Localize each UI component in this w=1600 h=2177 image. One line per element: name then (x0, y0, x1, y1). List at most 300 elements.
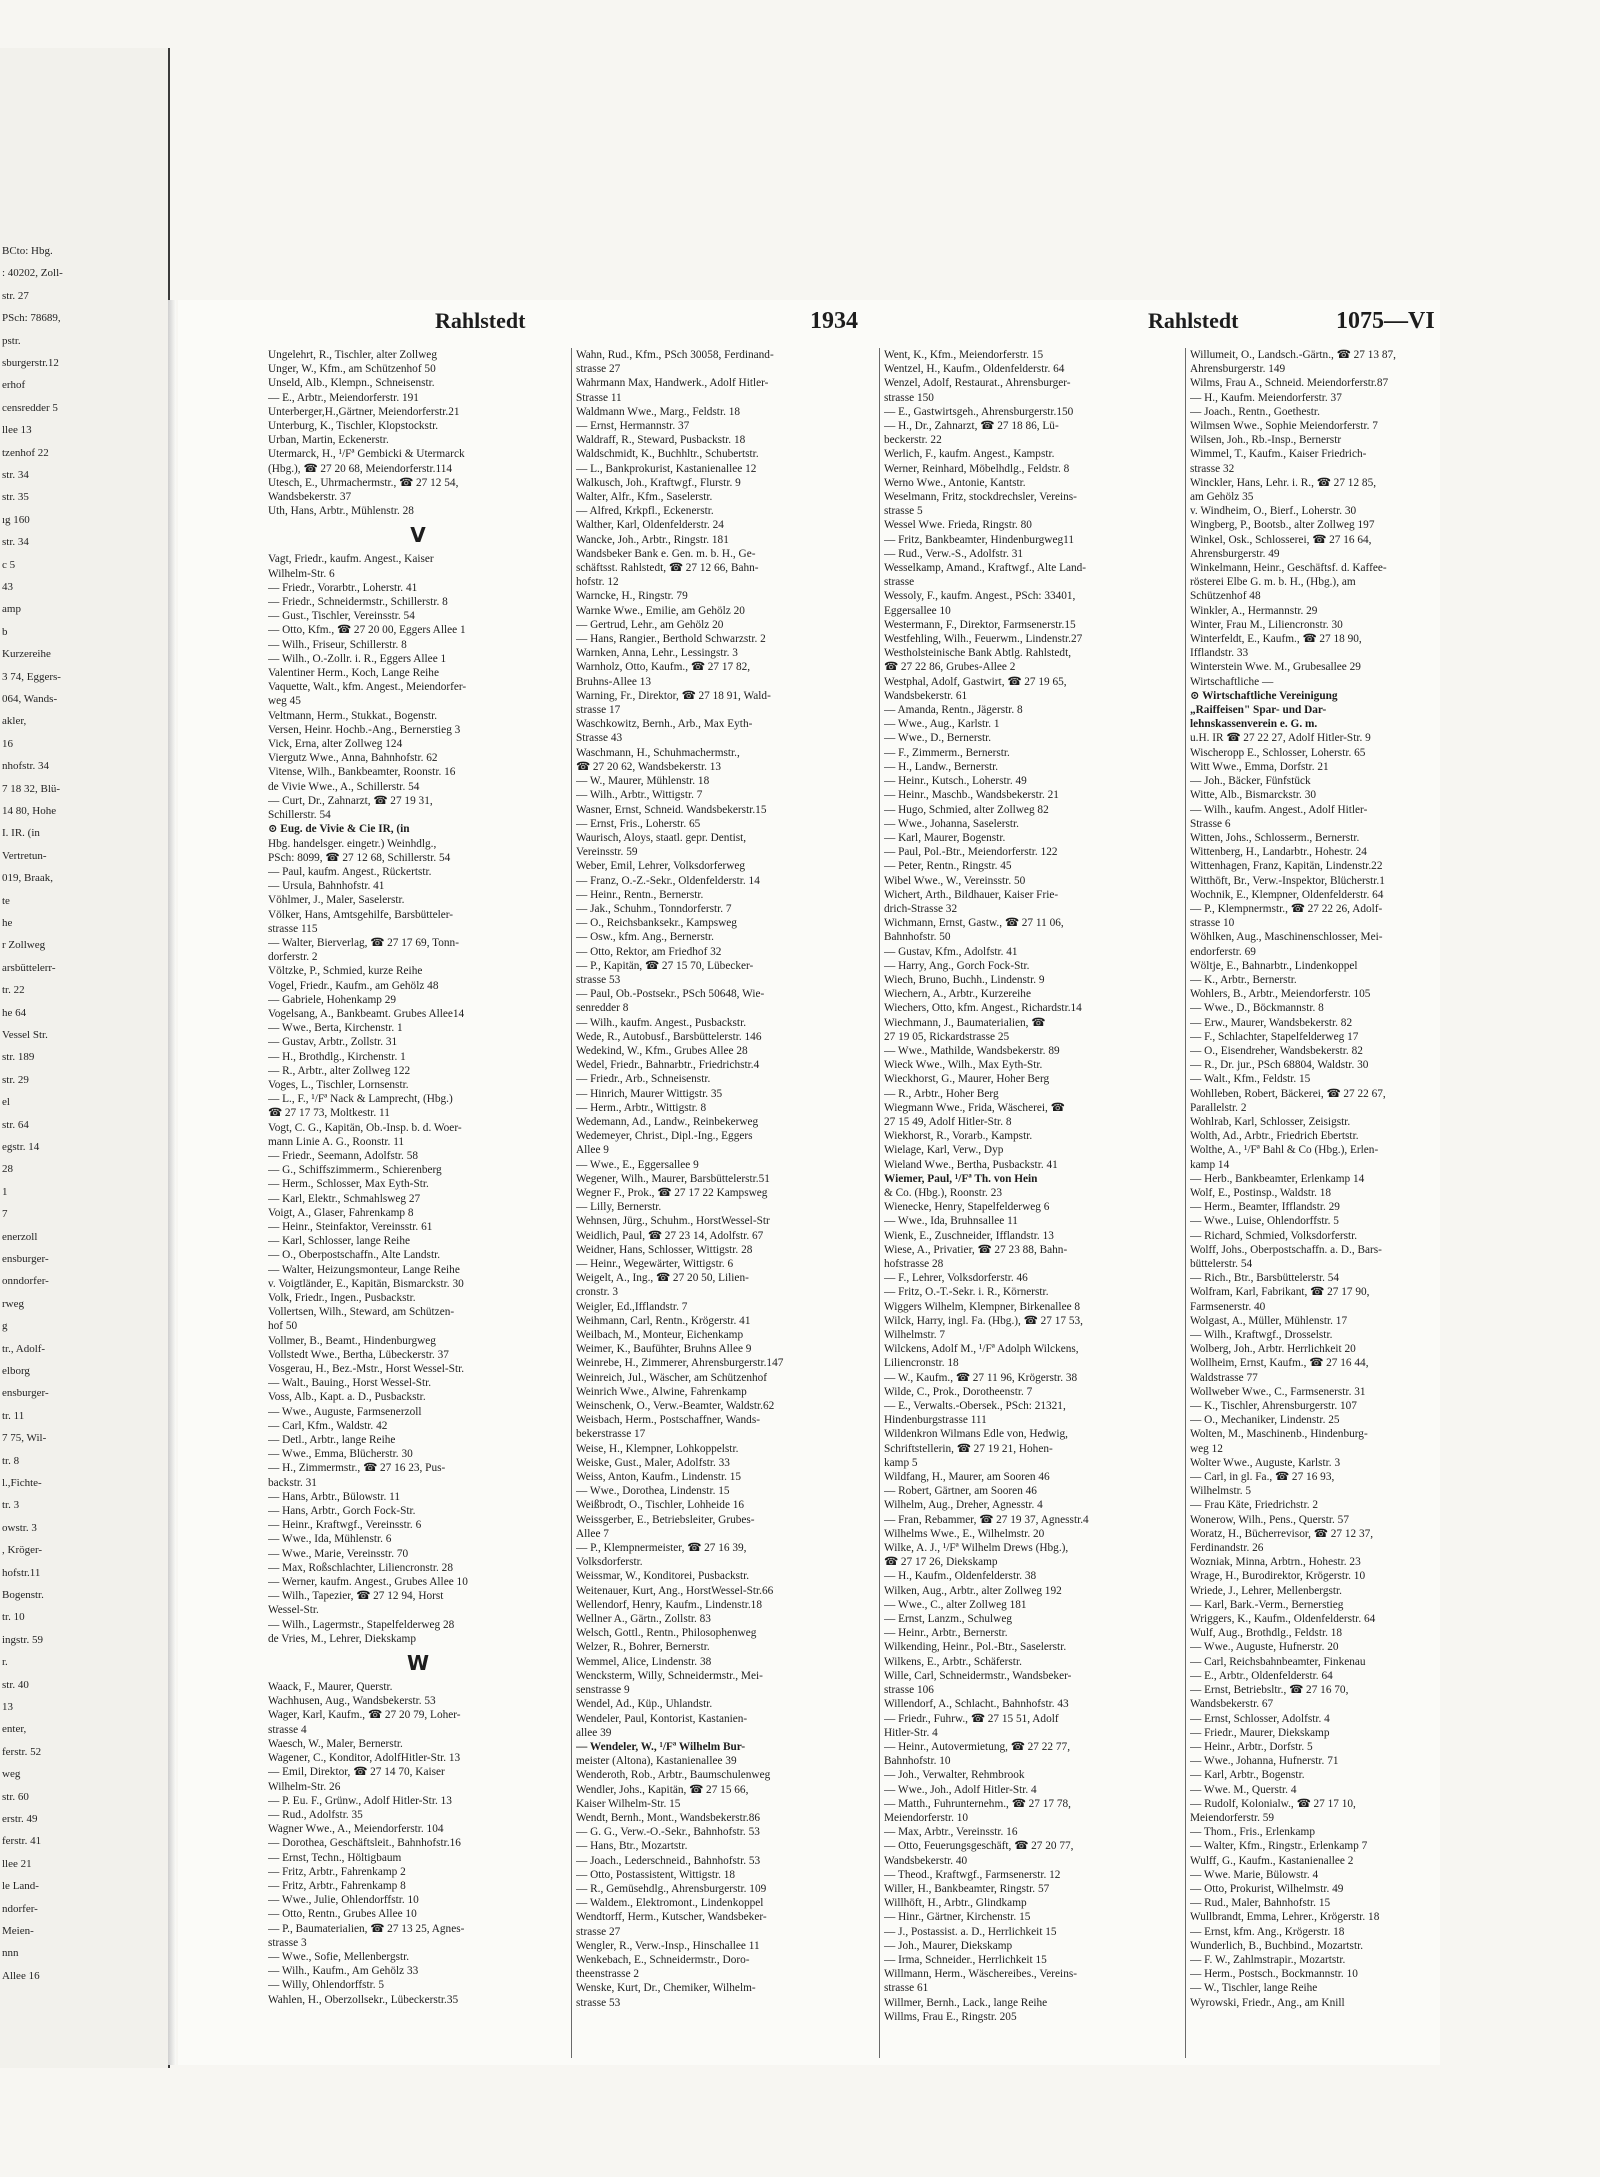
directory-entry: schäftsst. Rahlstedt, ☎ 27 12 66, Bahn- (576, 562, 759, 575)
directory-entry: hof 50 (268, 1320, 298, 1333)
directory-entry: Witthöft, Br., Verw.-Inspektor, Blücherstr.1 (1190, 874, 1385, 887)
directory-entry: — Karl, Elektr., Schmahlsweg 27 (268, 1192, 421, 1205)
directory-entry-highlight: lehnskassenverein e. G. m. (1190, 718, 1318, 731)
directory-entry: Weissmar, W., Konditorei, Pusbackstr. (576, 1570, 750, 1583)
directory-entry: — Joh., Verwalter, Rehmbrook (884, 1769, 1025, 1782)
directory-entry: — Heinr., Arbtr., Bernerstr. (884, 1627, 1008, 1640)
directory-entry: Uth, Hans, Arbtr., Mühlenstr. 28 (268, 505, 414, 518)
directory-entry: dorferstr. 2 (268, 951, 318, 964)
directory-entry: Weissgerber, E., Betriebsleiter, Grubes- (576, 1513, 755, 1526)
directory-entry: — Heinr., Kraftwgf., Vereinsstr. 6 (268, 1519, 422, 1532)
directory-entry: — Wwe., Luise, Ohlendorffstr. 5 (1190, 1215, 1339, 1228)
directory-entry: Werner, Reinhard, Möbelhdlg., Feldstr. 8 (884, 462, 1070, 475)
adjacent-page-fragment: amp (2, 603, 21, 616)
directory-entry: — H., Landw., Bernerstr. (884, 760, 999, 773)
directory-entry: Westphal, Adolf, Gastwirt, ☎ 27 19 65, (884, 675, 1067, 688)
directory-entry: Willms, Frau E., Ringstr. 205 (884, 2010, 1017, 2023)
directory-entry: Waldmann Wwe., Marg., Feldstr. 18 (576, 405, 741, 418)
directory-entry: Schriftstellerin, ☎ 27 19 21, Hohen- (884, 1442, 1053, 1455)
directory-entry: — W., Kaufm., ☎ 27 11 96, Krögerstr. 38 (884, 1371, 1078, 1384)
directory-entry: Wessel-Str. (268, 1604, 319, 1617)
directory-entry: Weigler, Ed.,Ifflandstr. 7 (576, 1300, 688, 1313)
directory-entry: Wilhelm-Str. 26 (268, 1780, 341, 1793)
adjacent-page-fragment: r Zollweg (2, 939, 46, 952)
directory-entry: — Gust., Tischler, Vereinsstr. 54 (268, 610, 415, 623)
directory-entry: Weinreich, Jul., Wäscher, am Schützenhof (576, 1371, 768, 1384)
directory-entry: — Rud., Verw.-S., Adolfstr. 31 (884, 547, 1024, 560)
directory-entry: Hbg. handelsger. eingetr.) Weinhdlg., (268, 837, 437, 850)
directory-entry: Wohlers, B., Arbtr., Meiendorferstr. 105 (1190, 988, 1371, 1001)
directory-entry: — Irma, Schneider., Herrlichkeit 15 (884, 1953, 1047, 1966)
adjacent-page-fragment: enter, (2, 1723, 27, 1736)
directory-entry: Wilhelmstr. 7 (884, 1329, 946, 1342)
directory-entry: — Herm., Schlosser, Max Eyth-Str. (268, 1178, 429, 1191)
directory-entry: — Friedr., Arb., Schneisenstr. (576, 1073, 711, 1086)
directory-entry: Winckler, Hans, Lehr. i. R., ☎ 27 12 85, (1190, 476, 1377, 489)
directory-entry: büttelerstr. 54 (1190, 1258, 1253, 1270)
directory-entry: Bruhns-Allee 13 (576, 675, 651, 688)
directory-entry: — Fritz, Arbtr., Fahrenkamp 2 (268, 1865, 406, 1878)
adjacent-page-fragment: 28 (2, 1163, 13, 1176)
directory-entry: Wolgast, A., Müller, Mühlenstr. 17 (1190, 1314, 1348, 1327)
directory-entry: Volk, Friedr., Ingen., Pusbackstr. (268, 1292, 416, 1304)
directory-entry: — P., Klempnermstr., ☎ 27 22 26, Adolf- (1190, 902, 1383, 915)
directory-entry: Schillerstr. 54 (268, 809, 331, 822)
directory-entry: — Wwe., Johanna, Hufnerstr. 71 (1190, 1755, 1339, 1768)
directory-entry: — Matth., Fuhrunternehm., ☎ 27 17 78, (884, 1797, 1071, 1810)
directory-entry-highlight: — Wendeler, W., ¹/Fª Wilhelm Bur- (576, 1740, 746, 1753)
directory-entry: Wilck, Harry, ingl. Fa. (Hbg.), ☎ 27 17 53, (884, 1314, 1083, 1327)
directory-entry: Wriggers, K., Kaufm., Oldenfelderstr. 64 (1190, 1613, 1376, 1626)
directory-entry: Wildenkron Wilmans Edle von, Hedwig, (884, 1428, 1068, 1441)
directory-entry: Vöhlmer, J., Maler, Saselerstr. (268, 894, 405, 907)
adjacent-page-fragment: censredder 5 (2, 401, 58, 414)
adjacent-page-fragment: I. IR. (in (2, 827, 40, 840)
directory-entry: Wolthe, A., ¹/Fª Bahl & Co (Hbg.), Erlen- (1190, 1144, 1379, 1157)
directory-entry: — Joh., Bäcker, Fünfstück (1190, 775, 1311, 788)
directory-entry: — Heinr., Maschb., Wandsbekerstr. 21 (884, 789, 1059, 802)
directory-entry: — Erw., Maurer, Wandsbekerstr. 82 (1190, 1016, 1353, 1029)
directory-entry: strasse 27 (576, 1925, 621, 1938)
directory-entry: — Wwe., Dorothea, Lindenstr. 15 (576, 1485, 730, 1498)
directory-entry: Willendorf, A., Schlacht., Bahnhofstr. 43 (884, 1698, 1069, 1711)
directory-entry: Wittenhagen, Franz, Kapitän, Lindenstr.22 (1190, 860, 1383, 873)
header-district-left: Rahlstedt (435, 308, 526, 333)
directory-entry: — Otto, Postassistent, Wittigstr. 18 (576, 1868, 736, 1881)
directory-entry: — O., Eisendreher, Wandsbekerstr. 82 (1190, 1044, 1363, 1057)
directory-entry: Vollmer, B., Beamt., Hindenburgweg (268, 1334, 436, 1347)
directory-entry: Wilsen, Joh., Rb.-Insp., Bernerstr (1190, 434, 1342, 447)
directory-entry: — Ernst, kfm. Ang., Krögerstr. 18 (1190, 1925, 1345, 1938)
directory-entry: Wendel, Ad., Küp., Uhlandstr. (576, 1698, 713, 1711)
directory-entry: — F. W., Zahlmstrapir., Mozartstr. (1190, 1953, 1346, 1966)
adjacent-page-fragment: tr., Adolf- (2, 1342, 46, 1355)
directory-entry: Ifflandstr. 33 (1190, 647, 1249, 660)
directory-entry: Woratz, H., Bücherrevisor, ☎ 27 12 37, (1190, 1527, 1374, 1540)
adjacent-page-fragment: tzenhof 22 (2, 446, 49, 459)
adjacent-page-fragment: str. 27 (2, 289, 29, 302)
directory-entry: Waldschmidt, K., Buchhltr., Schubertstr. (576, 448, 759, 461)
adjacent-page-fragment: llee 21 (2, 1857, 32, 1870)
directory-entry: Warnken, Anna, Lehr., Lessingstr. 3 (576, 647, 738, 660)
directory-entry: — Joh., Maurer, Diekskamp (884, 1939, 1013, 1952)
directory-entry: Westfehling, Wilh., Feuerwm., Lindenstr.27 (884, 633, 1083, 646)
directory-entry: — Otto, Prokurist, Wilhelmstr. 49 (1190, 1882, 1344, 1895)
directory-entry: Weilbach, M., Monteur, Eichenkamp (576, 1329, 744, 1342)
directory-entry: Wahlen, H., Oberzollsekr., Lübeckerstr.35 (268, 1993, 459, 2006)
directory-entry: — W., Tischler, lange Reihe (1190, 1982, 1318, 1995)
directory-entry: — Wilh., O.-Zollr. i. R., Eggers Allee 1 (268, 652, 447, 665)
directory-entry: Waesch, W., Maler, Bernerstr. (268, 1737, 403, 1750)
adjacent-page-fragment: str. 34 (2, 536, 29, 549)
directory-entry: Wenzel, Adolf, Restaurat., Ahrensburger- (884, 377, 1071, 390)
directory-entry: Wentzel, H., Kaufm., Oldenfelderstr. 64 (884, 363, 1065, 376)
directory-entry: — Paul, kaufm. Angest., Rückertstr. (268, 865, 432, 878)
directory-entry: Wiechern, A., Arbtr., Kurzereihe (884, 988, 1031, 1001)
directory-entry: — Wwe., Berta, Kirchenstr. 1 (268, 1022, 403, 1035)
directory-entry: — Wwe., Auguste, Farmsenerzoll (268, 1405, 422, 1418)
directory-entry: Wöltje, E., Bahnarbtr., Lindenkoppel (1190, 959, 1358, 972)
directory-entry: — Gustav, Kfm., Adolfstr. 41 (884, 945, 1018, 958)
adjacent-page-fragment: l.,Fichte- (2, 1477, 42, 1489)
adjacent-page-fragment: nhofstr. 34 (2, 760, 50, 773)
directory-entry: — Rud., Adolfstr. 35 (268, 1808, 363, 1821)
directory-entry: — Karl, Bark.-Verm., Bernerstieg (1190, 1598, 1344, 1611)
directory-entry: — Carl, Kfm., Waldstr. 42 (268, 1419, 388, 1432)
directory-entry: Warnke Wwe., Emilie, am Gehölz 20 (576, 604, 745, 617)
directory-entry: — Wwe. Marie, Bülowstr. 4 (1190, 1868, 1319, 1881)
adjacent-page-fragment: rweg (2, 1297, 24, 1310)
directory-entry: Wedekind, W., Kfm., Grubes Allee 28 (576, 1044, 748, 1057)
adjacent-page-fragment: 14 80, Hohe (2, 805, 57, 817)
directory-column-4 (1190, 348, 1435, 2063)
directory-entry: Wencksterm, Willy, Schneidermstr., Mei- (576, 1669, 763, 1682)
directory-entry: — Frau Käte, Friedrichstr. 2 (1190, 1499, 1319, 1512)
directory-entry: Wichmann, Ernst, Gastw., ☎ 27 11 06, (884, 917, 1064, 930)
adjacent-page-fragment: tr. 10 (2, 1611, 25, 1624)
directory-entry: Wolff, Johs., Oberpostschaffn. a. D., Bars- (1190, 1243, 1382, 1256)
directory-entry: — Wwe. M., Querstr. 4 (1190, 1783, 1297, 1796)
directory-entry: — Heinr., Arbtr., Dorfstr. 5 (1190, 1740, 1313, 1753)
directory-entry: Kaiser Wilhelm-Str. 15 (576, 1797, 681, 1810)
directory-entry: Willmer, Bernh., Lack., lange Reihe (884, 1996, 1048, 2009)
directory-entry: Urban, Martin, Eckenerstr. (268, 434, 389, 447)
directory-entry: Wagner Wwe., A., Meiendorferstr. 104 (268, 1823, 444, 1836)
directory-entry: Waack, F., Maurer, Querstr. (268, 1681, 393, 1694)
adjacent-page-fragment: ensburger- (2, 1387, 49, 1400)
directory-entry: strasse 53 (576, 973, 621, 986)
directory-entry: Wiegmann Wwe., Frida, Wäscherei, ☎ (884, 1101, 1065, 1114)
directory-entry: Wilken, Aug., Arbtr., alter Zollweg 192 (884, 1584, 1062, 1597)
directory-entry: Unger, W., Kfm., am Schützenhof 50 (268, 363, 436, 376)
directory-entry: — Herm., Postsch., Bockmannstr. 10 (1190, 1968, 1358, 1981)
adjacent-page-fragment: 1 (2, 1185, 8, 1198)
directory-entry: Wischeropp E., Schlosser, Loherstr. 65 (1190, 746, 1366, 759)
directory-entry: — Rudolf, Kolonialw., ☎ 27 17 10, (1190, 1797, 1356, 1810)
directory-entry: — Hans, Rangier., Berthold Schwarzstr. 2 (576, 633, 766, 646)
directory-entry: — Hans, Arbtr., Gorch Fock-Str. (268, 1505, 416, 1518)
directory-entry: Valentiner Herm., Koch, Lange Reihe (268, 667, 439, 680)
directory-entry: Wachhusen, Aug., Wandsbekerstr. 53 (268, 1695, 436, 1708)
directory-entry: Wienk, E., Zuschneider, Ifflandstr. 13 (884, 1229, 1054, 1242)
directory-entry: Wehnsen, Jürg., Schuhm., HorstWessel-Str (576, 1215, 770, 1228)
adjacent-page-fragment: ndorfer- (2, 1902, 38, 1915)
adjacent-page-fragment: 7 (2, 1208, 8, 1221)
directory-entry: — Walt., Bauing., Horst Wessel-Str. (268, 1377, 432, 1390)
directory-entry: — Wwe., Aug., Karlstr. 1 (884, 718, 1000, 731)
directory-entry: Wemmel, Alice, Lindenstr. 38 (576, 1655, 712, 1668)
directory-entry: Hitler-Str. 4 (884, 1726, 938, 1739)
adjacent-page-fragment: Bogenstr. (2, 1589, 44, 1601)
directory-entry: senstrasse 9 (576, 1684, 630, 1697)
adjacent-page-fragment: le Land- (2, 1880, 39, 1893)
directory-entry: drich-Strasse 32 (884, 902, 958, 915)
directory-entry: Welzer, R., Bohrer, Bernerstr. (576, 1641, 710, 1654)
directory-entry: Wollweber Wwe., C., Farmsenerstr. 31 (1190, 1385, 1366, 1398)
directory-entry: Winter, Frau M., Liliencronstr. 30 (1190, 618, 1343, 631)
directory-entry: Wenske, Kurt, Dr., Chemiker, Wilhelm- (576, 1982, 756, 1995)
adjacent-page-fragment: weg (2, 1768, 21, 1781)
directory-entry: Weise, H., Klempner, Lohkoppelstr. (576, 1442, 739, 1455)
adjacent-page-fragment: tr. 3 (2, 1499, 20, 1512)
directory-entry: Wellendorf, Henry, Kaufm., Lindenstr.18 (576, 1598, 762, 1611)
directory-entry: Wandsbekerstr. 37 (268, 491, 352, 504)
directory-entry: — Friedr., Schneidermstr., Schillerstr. 8 (268, 596, 448, 609)
directory-entry: Wolten, M., Maschinenb., Hindenburg- (1190, 1428, 1368, 1441)
adjacent-page-fragment: ıg 160 (2, 513, 30, 526)
directory-entry: — Gertrud, Lehr., am Gehölz 20 (576, 618, 724, 631)
directory-entry: — Max, Roßschlachter, Liliencronstr. 28 (268, 1561, 453, 1574)
directory-entry: Willhöft, H., Arbtr., Glindkamp (884, 1897, 1027, 1910)
directory-entry: Wager, Karl, Kaufm., ☎ 27 20 79, Loher- (268, 1709, 461, 1722)
directory-entry: Wielage, Karl, Verw., Dyp (884, 1144, 1004, 1157)
directory-entry: Walther, Karl, Oldenfelderstr. 24 (576, 519, 724, 532)
directory-entry: Wilhelm-Str. 6 (268, 567, 335, 580)
directory-entry: ☎ 27 20 62, Wandsbekerstr. 13 (576, 760, 722, 773)
directory-entry: — W., Maurer, Mühlenstr. 18 (576, 775, 710, 788)
adjacent-page-fragment: g (2, 1320, 8, 1333)
adjacent-page-fragment: 064, Wands- (2, 693, 58, 705)
adjacent-page-fragment: c 5 (2, 558, 16, 571)
directory-entry: — L., Bankprokurist, Kastanienallee 12 (576, 462, 757, 475)
directory-entry: Winkler, A., Hermannstr. 29 (1190, 604, 1318, 617)
directory-entry: Wolth, Ad., Arbtr., Friedrich Ebertstr. (1190, 1130, 1359, 1143)
directory-entry: Wegener, Wilh., Maurer, Barsbüttelerstr.51 (576, 1172, 770, 1185)
directory-entry: Winkel, Osk., Schlosserei, ☎ 27 16 64, (1190, 533, 1372, 546)
adjacent-page-fragment: el (2, 1096, 10, 1109)
directory-entry: — Lilly, Bernerstr. (576, 1201, 662, 1214)
directory-entry: Liliencronstr. 18 (884, 1357, 959, 1370)
directory-entry: Weimer, K., Baufühter, Bruhns Allee 9 (576, 1343, 752, 1356)
directory-entry: Unterburg, K., Tischler, Klopstockstr. (268, 420, 439, 433)
directory-entry: Meiendorferstr. 10 (884, 1811, 969, 1824)
directory-entry: — K., Arbtr., Bernerstr. (1190, 973, 1297, 986)
directory-entry: Viergutz Wwe., Anna, Bahnhofstr. 62 (268, 752, 438, 765)
directory-entry: Wiechmann, J., Baumaterialien, ☎ (884, 1016, 1046, 1029)
directory-entry: — Friedr., Fuhrw., ☎ 27 15 51, Adolf (884, 1712, 1059, 1725)
directory-entry: — Wilh., kaufm. Angest., Pusbackstr. (576, 1016, 747, 1029)
directory-entry: strasse 27 (576, 363, 621, 376)
directory-entry: Wenkebach, E., Schneidermstr., Doro- (576, 1953, 750, 1966)
directory-entry-highlight: Wiemer, Paul, ¹/Fª Th. von Hein (884, 1172, 1038, 1185)
directory-entry: — Paul, Ob.-Postsekr., PSch 50648, Wie- (576, 988, 765, 1001)
directory-entry: Wollheim, Ernst, Kaufm., ☎ 27 16 44, (1190, 1357, 1369, 1370)
directory-entry: Bahnhofstr. 50 (884, 931, 951, 944)
page-header (178, 300, 1440, 344)
directory-entry: — P., Baumaterialien, ☎ 27 13 25, Agnes- (268, 1922, 465, 1935)
directory-entry: Vollertsen, Wilh., Steward, am Schützen- (268, 1306, 455, 1319)
directory-entry: Wesselkamp, Amand., Kraftwgf., Alte Land- (884, 562, 1087, 575)
directory-entry: Wrage, H., Burodirektor, Krögerstr. 10 (1190, 1570, 1366, 1583)
adjacent-page-fragment: 3 74, Eggers- (2, 670, 61, 683)
directory-entry: ☎ 27 22 86, Grubes-Allee 2 (884, 661, 1016, 674)
directory-entry: Wilkens, E., Arbtr., Schäferstr. (884, 1655, 1022, 1668)
directory-entry: Vitense, Wilh., Bankbeamter, Roonstr. 16 (268, 766, 456, 779)
adjacent-page-fragment: str. 34 (2, 469, 29, 481)
directory-entry: strasse 3 (268, 1936, 307, 1949)
directory-entry: Vosgerau, H., Bez.-Mstr., Horst Wessel-Str. (268, 1363, 465, 1376)
directory-entry: — H., Zimmermstr., ☎ 27 16 23, Pus- (268, 1462, 446, 1475)
directory-entry: — Thom., Fris., Erlenkamp (1190, 1826, 1315, 1839)
directory-entry: Walkusch, Joh., Kraftwgf., Flurstr. 9 (576, 476, 741, 489)
directory-entry: — F., Zimmerm., Bernerstr. (884, 746, 1010, 759)
directory-entry: Witten, Johs., Schlosserm., Bernerstr. (1190, 831, 1360, 844)
directory-entry: — R., Gemüsehdlg., Ahrensburgerstr. 109 (576, 1882, 767, 1895)
directory-entry: Weihmann, Carl, Rentn., Krögerstr. 41 (576, 1314, 751, 1327)
directory-entry: — Joach., Rentn., Goethestr. (1190, 405, 1320, 418)
directory-entry: Wyrowski, Friedr., Ang., am Knill (1190, 1996, 1345, 2009)
directory-entry: — E., Arbtr., Meiendorferstr. 191 (268, 391, 419, 404)
directory-entry: Völker, Hans, Amtsgehilfe, Barsbütteler- (268, 908, 454, 921)
directory-entry: — Waldem., Elektromont., Lindenkoppel (576, 1897, 764, 1910)
directory-entry: — L., F., ¹/Fª Nack & Lamprecht, (Hbg.) (268, 1093, 453, 1106)
adjacent-page-fragment: 16 (2, 737, 13, 750)
directory-entry: strasse 106 (884, 1684, 934, 1697)
directory-entry: Willer, H., Bankbeamter, Ringstr. 57 (884, 1882, 1050, 1895)
directory-entry: Utermarck, H., ¹/Fª Gembicki & Utermarck (268, 448, 465, 461)
directory-entry: — E., Arbtr., Oldenfelderstr. 64 (1190, 1669, 1333, 1682)
directory-entry: Willmann, Herm., Wäschereibes., Vereins- (884, 1968, 1077, 1981)
header-year: 1934 (810, 308, 858, 334)
directory-entry: Allee 9 (576, 1144, 609, 1157)
adjacent-page-fragment: 019, Braak, (2, 872, 54, 885)
directory-entry: 27 15 49, Adolf Hitler-Str. 8 (884, 1115, 1012, 1128)
directory-entry: Wolberg, Joh., Arbtr. Herrlichkeit 20 (1190, 1343, 1356, 1356)
directory-entry: Eggersallee 10 (884, 604, 951, 617)
adjacent-page-fragment: he 64 (2, 1006, 27, 1019)
directory-entry: — Hinr., Gärtner, Kirchenstr. 15 (884, 1911, 1031, 1924)
directory-entry: Versen, Heinr. Hochb.-Ang., Bernerstieg 3 (268, 723, 461, 736)
directory-entry: — Carl, in gl. Fa., ☎ 27 16 93, (1190, 1471, 1335, 1484)
directory-entry: u.H. IR ☎ 27 22 27, Adolf Hitler-Str. 9 (1190, 732, 1371, 745)
adjacent-page-fragment: erstr. 49 (2, 1813, 38, 1825)
directory-entry: — P., Klempnermeister, ☎ 27 16 39, (576, 1542, 747, 1555)
directory-entry: Waldraff, R., Steward, Pusbackstr. 18 (576, 434, 746, 447)
directory-entry-highlight: ⊙ Wirtschaftliche Vereinigung (1190, 689, 1338, 702)
directory-entry: — Heinr., Rentn., Bernerstr. (576, 888, 704, 901)
directory-entry: Wedel, Friedr., Bahnarbtr., Friedrichstr.4 (576, 1059, 760, 1072)
directory-entry: kamp 5 (884, 1456, 918, 1469)
directory-entry: — Dorothea, Geschäftsleit., Bahnhofstr.16 (268, 1837, 461, 1850)
directory-entry: Wegner F., Prok., ☎ 27 17 22 Kampsweg (576, 1186, 768, 1199)
directory-entry: Vaquette, Walt., kfm. Angest., Meiendorfer- (268, 681, 467, 694)
directory-entry: Bahnhofstr. 10 (884, 1755, 951, 1768)
directory-entry: — Paul, Pol.-Btr., Meiendorferstr. 122 (884, 846, 1058, 859)
directory-entry: — Jak., Schuhm., Tonndorferstr. 7 (576, 902, 732, 915)
adjacent-page-fragment: 7 75, Wil- (2, 1432, 47, 1445)
adjacent-page-fragment: Kurzereihe (2, 648, 51, 661)
directory-entry: Wozniak, Minna, Arbtrn., Hohestr. 23 (1190, 1556, 1361, 1569)
directory-entry: Wochnik, E., Klempner, Oldenfelderstr. 64 (1190, 888, 1384, 901)
directory-entry: Wessoly, F., kaufm. Angest., PSch: 33401, (884, 590, 1076, 603)
directory-entry: — H., Kaufm., Oldenfelderstr. 38 (884, 1570, 1037, 1583)
directory-entry: Strasse 11 (576, 391, 622, 404)
adjacent-page-fragment: BCto: Hbg. (2, 245, 53, 257)
directory-entry: de Vivie Wwe., A., Schillerstr. 54 (268, 780, 420, 793)
directory-entry: allee 39 (576, 1726, 612, 1739)
directory-entry: rösterei Elbe G. m. b. H., (Hbg.), am (1190, 576, 1356, 589)
directory-entry: Wandsbekerstr. 67 (1190, 1698, 1274, 1711)
directory-entry: ☎ 27 17 73, Moltkestr. 11 (268, 1107, 390, 1120)
directory-entry: Voss, Alb., Kapt. a. D., Pusbackstr. (268, 1391, 426, 1404)
directory-entry: — Wilh., Kraftwgf., Drosselstr. (1190, 1329, 1333, 1342)
directory-entry: theenstrasse 2 (576, 1968, 640, 1981)
directory-entry: Wittenberg, H., Landarbtr., Hohestr. 24 (1190, 846, 1367, 859)
adjacent-page-fragment: te (2, 894, 10, 907)
directory-entry: strasse 150 (884, 391, 934, 404)
adjacent-page-fragment: : 40202, Zoll- (2, 267, 63, 280)
directory-entry: — O., Reichsbanksekr., Kampsweg (576, 917, 737, 930)
directory-entry: — Fritz, Bankbeamter, Hindenburgweg11 (884, 533, 1074, 546)
directory-entry: — Richard, Schmied, Volksdorferstr. (1190, 1229, 1358, 1242)
directory-entry: Wedemeyer, Christ., Dipl.-Ing., Eggers (576, 1130, 753, 1143)
directory-entry: — Peter, Rentn., Ringstr. 45 (884, 860, 1012, 873)
adjacent-page-fragment: onndorfer- (2, 1275, 49, 1288)
directory-entry: Wilkending, Heinr., Pol.-Btr., Saselerstr. (884, 1641, 1067, 1654)
adjacent-page-fragment: ensburger- (2, 1253, 49, 1265)
directory-entry: Walter, Alfr., Kfm., Saselerstr. (576, 491, 713, 504)
directory-entry: — Theod., Kraftwgf., Farmsenerstr. 12 (884, 1868, 1061, 1881)
directory-entry: Meiendorferstr. 59 (1190, 1811, 1275, 1824)
directory-entry: Waschmann, H., Schuhmachermstr., (576, 746, 740, 759)
adjacent-page-fragment: sburgerstr.12 (2, 357, 59, 369)
directory-entry: Vereinsstr. 59 (576, 846, 638, 859)
adjacent-page-fragment: egstr. 14 (2, 1141, 40, 1153)
directory-entry: — Willy, Ohlendorffstr. 5 (268, 1979, 385, 1992)
directory-entry: — Wilh., kaufm. Angest., Adolf Hitler- (1190, 803, 1368, 816)
directory-entry: — Otto, Kfm., ☎ 27 20 00, Eggers Allee 1 (268, 624, 466, 637)
directory-entry: — G., Schiffszimmerm., Schierenberg (268, 1164, 442, 1177)
directory-entry: Farmsenerstr. 40 (1190, 1300, 1266, 1313)
directory-entry: — Amanda, Rentn., Jägerstr. 8 (884, 704, 1023, 717)
directory-entry: — Wwe., Ida, Mühlenstr. 6 (268, 1533, 392, 1546)
directory-entry: Wendeler, Paul, Kontorist, Kastanien- (576, 1712, 748, 1725)
directory-entry: — K., Tischler, Ahrensburgerstr. 107 (1190, 1400, 1357, 1413)
directory-entry: — Wwe., D., Bernerstr. (884, 732, 992, 745)
directory-entry: Wullbrandt, Emma, Lehrer., Krögerstr. 18 (1190, 1911, 1380, 1924)
directory-entry: — R., Arbtr., Hoher Berg (884, 1087, 999, 1100)
directory-entry: — Wilh., Friseur, Schillerstr. 8 (268, 638, 407, 651)
directory-entry: Wingberg, P., Bootsb., alter Zollweg 197 (1190, 519, 1375, 532)
directory-entry: — E., Verwalts.-Obersek., PSch: 21321, (884, 1400, 1066, 1413)
directory-entry: — G. G., Verw.-O.-Sekr., Bahnhofstr. 53 (576, 1826, 760, 1839)
directory-entry: Werlich, F., kaufm. Angest., Kampstr. (884, 448, 1055, 461)
directory-entry: — Franz, O.-Z.-Sekr., Oldenfelderstr. 14 (576, 874, 760, 887)
directory-entry: — Ernst, Lanzm., Schulweg (884, 1613, 1013, 1626)
directory-entry: Veltmann, Herm., Stukkat., Bogenstr. (268, 709, 438, 722)
directory-entry: — Hans, Arbtr., Bülowstr. 11 (268, 1490, 401, 1503)
directory-entry: beckerstr. 22 (884, 434, 942, 447)
